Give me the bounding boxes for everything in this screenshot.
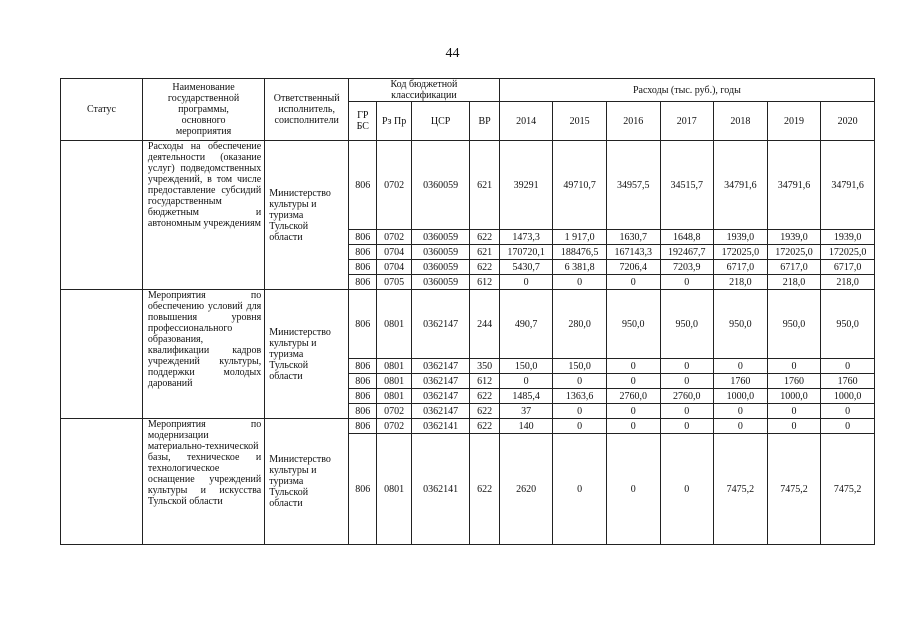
expense-value-2016: 950,0 [606,290,660,359]
expense-value-2017: 0 [660,404,714,419]
header-year-2017: 2017 [660,102,714,141]
expense-value-2016: 0 [606,434,660,545]
expense-value-2014: 490,7 [499,290,553,359]
expense-value-2017: 0 [660,359,714,374]
expense-value-2016: 1630,7 [606,230,660,245]
expense-value-2018: 0 [714,419,768,434]
status-cell [61,290,143,419]
header-grbs: ГР БС [349,102,377,141]
expense-value-2016: 0 [606,374,660,389]
vr-cell: 350 [470,359,499,374]
header-year-2018: 2018 [714,102,768,141]
rzpr-cell: 0801 [377,374,411,389]
header-year-2015: 2015 [553,102,607,141]
expense-value-2017: 950,0 [660,290,714,359]
header-rzpr: Рз Пр [377,102,411,141]
executor-cell: Министерство культуры и туризма Тульской области [265,290,349,419]
grbs-cell: 806 [349,359,377,374]
expense-value-2017: 0 [660,434,714,545]
program-name-cell: Мероприятия по модернизации материально-технической базы, техническое и технологическое оснащение учреждений культуры и искусства Тульской области [142,419,264,545]
table-body [61,141,875,545]
expense-value-2019: 172025,0 [767,245,821,260]
executor-cell: Министерство культуры и туризма Тульской области [265,419,349,545]
status-cell [61,141,143,290]
expense-value-2017: 1648,8 [660,230,714,245]
grbs-cell: 806 [349,434,377,545]
expense-value-2018: 0 [714,359,768,374]
expense-value-2018: 218,0 [714,275,768,290]
expense-value-2018: 0 [714,404,768,419]
expense-value-2015: 0 [553,374,607,389]
expense-value-2016: 34957,5 [606,141,660,230]
expense-value-2017: 0 [660,374,714,389]
expense-value-2019: 0 [767,404,821,419]
rzpr-cell: 0801 [377,434,411,545]
table-row [61,419,875,434]
header-row-top [61,79,875,102]
vr-cell: 622 [470,260,499,275]
header-expenses: Расходы (тыс. руб.), годы [499,79,874,102]
table-row [61,290,875,359]
expense-value-2018: 1760 [714,374,768,389]
expense-value-2019: 6717,0 [767,260,821,275]
expense-value-2020: 1760 [821,374,875,389]
expense-value-2018: 6717,0 [714,260,768,275]
rzpr-cell: 0702 [377,419,411,434]
expense-value-2019: 0 [767,419,821,434]
expense-value-2015: 0 [553,275,607,290]
expense-value-2020: 6717,0 [821,260,875,275]
expense-value-2015: 0 [553,404,607,419]
csr-cell: 0360059 [411,245,470,260]
expense-value-2014: 1485,4 [499,389,553,404]
csr-cell: 0360059 [411,275,470,290]
expense-value-2017: 0 [660,419,714,434]
header-budget-code: Код бюджетной классификации [349,79,500,102]
vr-cell: 244 [470,290,499,359]
expense-value-2019: 34791,6 [767,141,821,230]
program-name-cell: Мероприятия по обеспечению условий для повышения уровня профессионального образования, квалификации кадров учреждений культуры, поддержки молодых дарований [142,290,264,419]
grbs-cell: 806 [349,230,377,245]
expense-value-2014: 5430,7 [499,260,553,275]
expense-value-2018: 172025,0 [714,245,768,260]
expense-value-2016: 0 [606,359,660,374]
status-cell [61,419,143,545]
expense-value-2014: 2620 [499,434,553,545]
grbs-cell: 806 [349,245,377,260]
vr-cell: 612 [470,374,499,389]
grbs-cell: 806 [349,290,377,359]
grbs-cell: 806 [349,389,377,404]
expense-value-2016: 167143,3 [606,245,660,260]
grbs-cell: 806 [349,419,377,434]
expense-value-2020: 0 [821,359,875,374]
expense-value-2017: 2760,0 [660,389,714,404]
page-number: 44 [445,46,460,61]
expense-value-2017: 7203,9 [660,260,714,275]
expense-value-2016: 2760,0 [606,389,660,404]
header-status: Статус [61,79,143,141]
vr-cell: 621 [470,141,499,230]
csr-cell: 0360059 [411,230,470,245]
expense-value-2015: 0 [553,419,607,434]
grbs-cell: 806 [349,275,377,290]
grbs-cell: 806 [349,141,377,230]
grbs-cell: 806 [349,260,377,275]
vr-cell: 622 [470,404,499,419]
vr-cell: 622 [470,230,499,245]
expense-value-2014: 170720,1 [499,245,553,260]
expense-value-2018: 1000,0 [714,389,768,404]
vr-cell: 612 [470,275,499,290]
expense-value-2016: 0 [606,419,660,434]
header-program-name: Наименование государственной программы, основного мероприятия [142,79,264,141]
budget-expenses-table [60,78,875,545]
expense-value-2019: 218,0 [767,275,821,290]
expense-value-2020: 950,0 [821,290,875,359]
expense-value-2014: 0 [499,374,553,389]
rzpr-cell: 0801 [377,389,411,404]
header-vr: ВР [470,102,499,141]
header-year-2014: 2014 [499,102,553,141]
rzpr-cell: 0704 [377,245,411,260]
expense-value-2015: 49710,7 [553,141,607,230]
header-executor: Ответственный исполнитель, соисполнители [265,79,349,141]
rzpr-cell: 0705 [377,275,411,290]
rzpr-cell: 0702 [377,141,411,230]
csr-cell: 0362147 [411,404,470,419]
expense-value-2019: 0 [767,359,821,374]
csr-cell: 0362147 [411,374,470,389]
rzpr-cell: 0801 [377,359,411,374]
expense-value-2014: 140 [499,419,553,434]
csr-cell: 0360059 [411,141,470,230]
expense-value-2014: 150,0 [499,359,553,374]
csr-cell: 0360059 [411,260,470,275]
expense-value-2019: 1000,0 [767,389,821,404]
expense-value-2015: 0 [553,434,607,545]
expense-value-2020: 1939,0 [821,230,875,245]
expense-value-2018: 950,0 [714,290,768,359]
expense-value-2015: 1 917,0 [553,230,607,245]
rzpr-cell: 0702 [377,230,411,245]
expense-value-2018: 34791,6 [714,141,768,230]
expense-value-2015: 150,0 [553,359,607,374]
expense-value-2016: 7206,4 [606,260,660,275]
expense-value-2014: 1473,3 [499,230,553,245]
table-row [61,141,875,230]
expense-value-2018: 7475,2 [714,434,768,545]
expense-value-2017: 192467,7 [660,245,714,260]
header-year-2020: 2020 [821,102,875,141]
csr-cell: 0362147 [411,290,470,359]
expense-value-2014: 39291 [499,141,553,230]
expense-value-2020: 1000,0 [821,389,875,404]
expense-value-2019: 1939,0 [767,230,821,245]
expense-value-2016: 0 [606,404,660,419]
expense-value-2017: 0 [660,275,714,290]
header-csr: ЦСР [411,102,470,141]
expense-value-2014: 37 [499,404,553,419]
expense-value-2020: 172025,0 [821,245,875,260]
expense-value-2015: 280,0 [553,290,607,359]
expense-value-2017: 34515,7 [660,141,714,230]
expense-value-2015: 1363,6 [553,389,607,404]
expense-value-2019: 950,0 [767,290,821,359]
vr-cell: 622 [470,419,499,434]
csr-cell: 0362147 [411,389,470,404]
header-year-2016: 2016 [606,102,660,141]
csr-cell: 0362141 [411,419,470,434]
expense-value-2020: 0 [821,404,875,419]
header-year-2019: 2019 [767,102,821,141]
grbs-cell: 806 [349,374,377,389]
csr-cell: 0362141 [411,434,470,545]
expense-value-2014: 0 [499,275,553,290]
vr-cell: 622 [470,389,499,404]
vr-cell: 621 [470,245,499,260]
rzpr-cell: 0702 [377,404,411,419]
executor-cell: Министерство культуры и туризма Тульской области [265,141,349,290]
csr-cell: 0362147 [411,359,470,374]
expense-value-2020: 7475,2 [821,434,875,545]
expense-value-2019: 1760 [767,374,821,389]
expense-value-2015: 6 381,8 [553,260,607,275]
program-name-cell: Расходы на обеспечение деятельности (оказание услуг) подведомственных учреждений, в том числе предоставление субсидий государственным бюджетным и автономным учреждениям [142,141,264,290]
vr-cell: 622 [470,434,499,545]
expense-value-2020: 34791,6 [821,141,875,230]
rzpr-cell: 0801 [377,290,411,359]
expense-value-2015: 188476,5 [553,245,607,260]
expense-value-2020: 218,0 [821,275,875,290]
expense-value-2020: 0 [821,419,875,434]
expense-value-2018: 1939,0 [714,230,768,245]
expense-value-2019: 7475,2 [767,434,821,545]
expense-value-2016: 0 [606,275,660,290]
rzpr-cell: 0704 [377,260,411,275]
grbs-cell: 806 [349,404,377,419]
